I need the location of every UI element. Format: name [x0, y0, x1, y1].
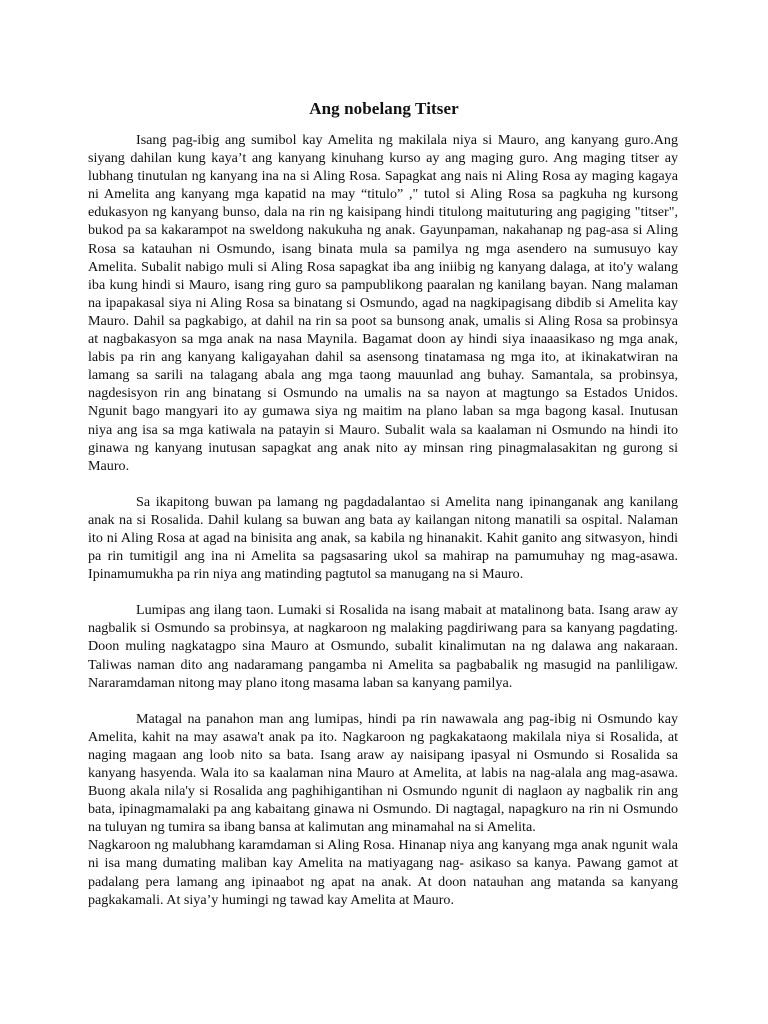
paragraph-1: Isang pag-ibig ang sumibol kay Amelita ng makilala niya si Mauro, ang kanyang guro.Ang siyang dahilan kung kaya’t ang kanyang kinuhang kurso ay ang maging guro. Ang maging titser ay lubhang tinutulan ng kanyang ina na si Aling Rosa. Sapagkat ang nais ni Aling Rosa ay maging kagaya ni Amelita ang kanyang mga kapatid na may “titulo” ," tutol si Aling Rosa sa pagkuha ng kursong edukasyon ng kanyang bunso, dala na rin ng kaisipang hindi titulong maituturing ang pagiging "titser", bukod pa sa kakarampot na sweldong nakukuha ng anak. Gayunpaman, nakahanap ng pag-asa si Aling Rosa sa katauhan ni Osmundo, isang binata mula sa pamilya ng mga asendero na sumusuyo kay Amelita. Subalit nabigo muli si Aling Rosa sapagkat iba ang iniibig ng kanyang dalaga, at ito'y walang iba kung hindi si Mauro, isang ring guro sa pampublikong paaralan ng kanilang bayan. Nang malaman na ipapakasal siya ni Aling Rosa sa binatang si Osmundo, agad na nagkipagisang dibdib si Amelita kay Mauro. Dahil sa pagkabigo, at dahil na rin sa poot sa bunsong anak, umalis si Aling Rosa sa probinsya at nagbakasyon sa mga anak na nasa Maynila. Bagamat doon ay hindi siya inaaasikaso ng mga anak, labis pa rin ang kanyang kaligayahan dahil sa asensong tinatamasa ng mga ito, at ikinakatwiran na lamang sa sarili na talagang abala ang mga taong mauunlad ang buhay. Samantala, sa probinsya, nagdesisyon rin ang binatang si Osmundo na umalis na sa nayon at magtungo sa Estados Unidos. Ngunit bago mangyari ito ay gumawa siya ng maitim na plano laban sa mga bagong kasal. Inutusan niya ang isa sa mga katiwala na patayin si Mauro. Subalit wala sa kaalaman ni Osmundo na hindi ito ginawa ng kanyang inutusan sapagkat ang anak nito ay minsan ring pinagmalasakitan ng gurong si Mauro.: [88, 132, 678, 474]
paragraph-4: Matagal na panahon man ang lumipas, hindi pa rin nawawala ang pag-ibig ni Osmundo kay Amelita, kahit na may asawa't anak pa ito. Nagkaroon ng pagkakataong makilala niya si Rosalida, at naging magaan ang loob nito sa bata. Isang araw ay naisipang ipasyal ni Osmundo si Rosalida sa kanyang hasyenda. Wala ito sa kaalaman nina Mauro at Amelita, at labis na nag-alala ang mag-asawa. Buong akala nila'y si Rosalida ang paghihigantihan ni Osmundo ngunit di naglaon ay nagbalik rin ang bata, ipinagmamalaki pa ang kabaitang ginawa ni Osmundo. Di nagtagal, napagkuro na rin ni Osmundo na tuluyan ng tumira sa ibang bansa at kalimutan ang minamahal na si Amelita.: [88, 710, 678, 836]
paragraph-3: Lumipas ang ilang taon. Lumaki si Rosalida na isang mabait at matalinong bata. Isang araw ay nagbalik si Osmundo sa probinsya, at nagkaroon ng malaking pagdiriwang para sa kanyang pagdating. Doon muling nagkatagpo sina Mauro at Osmundo, subalit kinalimutan na ng dalawa ang nakaraan. Taliwas naman dito ang nadaramang pangamba ni Amelita sa pagbabalik ng masugid na panliligaw. Nararamdaman nitong may plano itong masama laban sa kanyang pamilya.: [88, 602, 678, 691]
paragraph-2: Sa ikapitong buwan pa lamang ng pagdadalantao si Amelita nang ipinanganak ang kanilang anak na si Rosalida. Dahil kulang sa buwan ang bata ay kailangan nitong manatili sa ospital. Nalaman ito ni Aling Rosa at agad na binisita ang anak, sa kabila ng hinanakit. Kahit ganito ang sitwasyon, hindi pa rin tumitigil ang ina ni Amelita sa pagsasaring ukol sa mahirap na pamumuhay ng mag-asawa. Ipinamumukha pa rin niya ang matinding pagtutol sa manugang na si Mauro.: [88, 493, 678, 583]
document-body: [88, 131, 678, 909]
document-title: Ang nobelang Titser: [309, 99, 459, 118]
paragraph-5: Nagkaroon ng malubhang karamdaman si Aling Rosa. Hinanap niya ang kanyang mga anak ngunit wala ni isa mang dumating maliban kay Amelita na matiyagang nag- asikaso sa kanya. Pawang gamot at padalang pera lamang ang ipinaabot ng apat na anak. At doon natauhan ang matanda sa kanyang pagkakamali. At siya’y humingi ng tawad kay Amelita at Mauro.: [88, 837, 678, 908]
